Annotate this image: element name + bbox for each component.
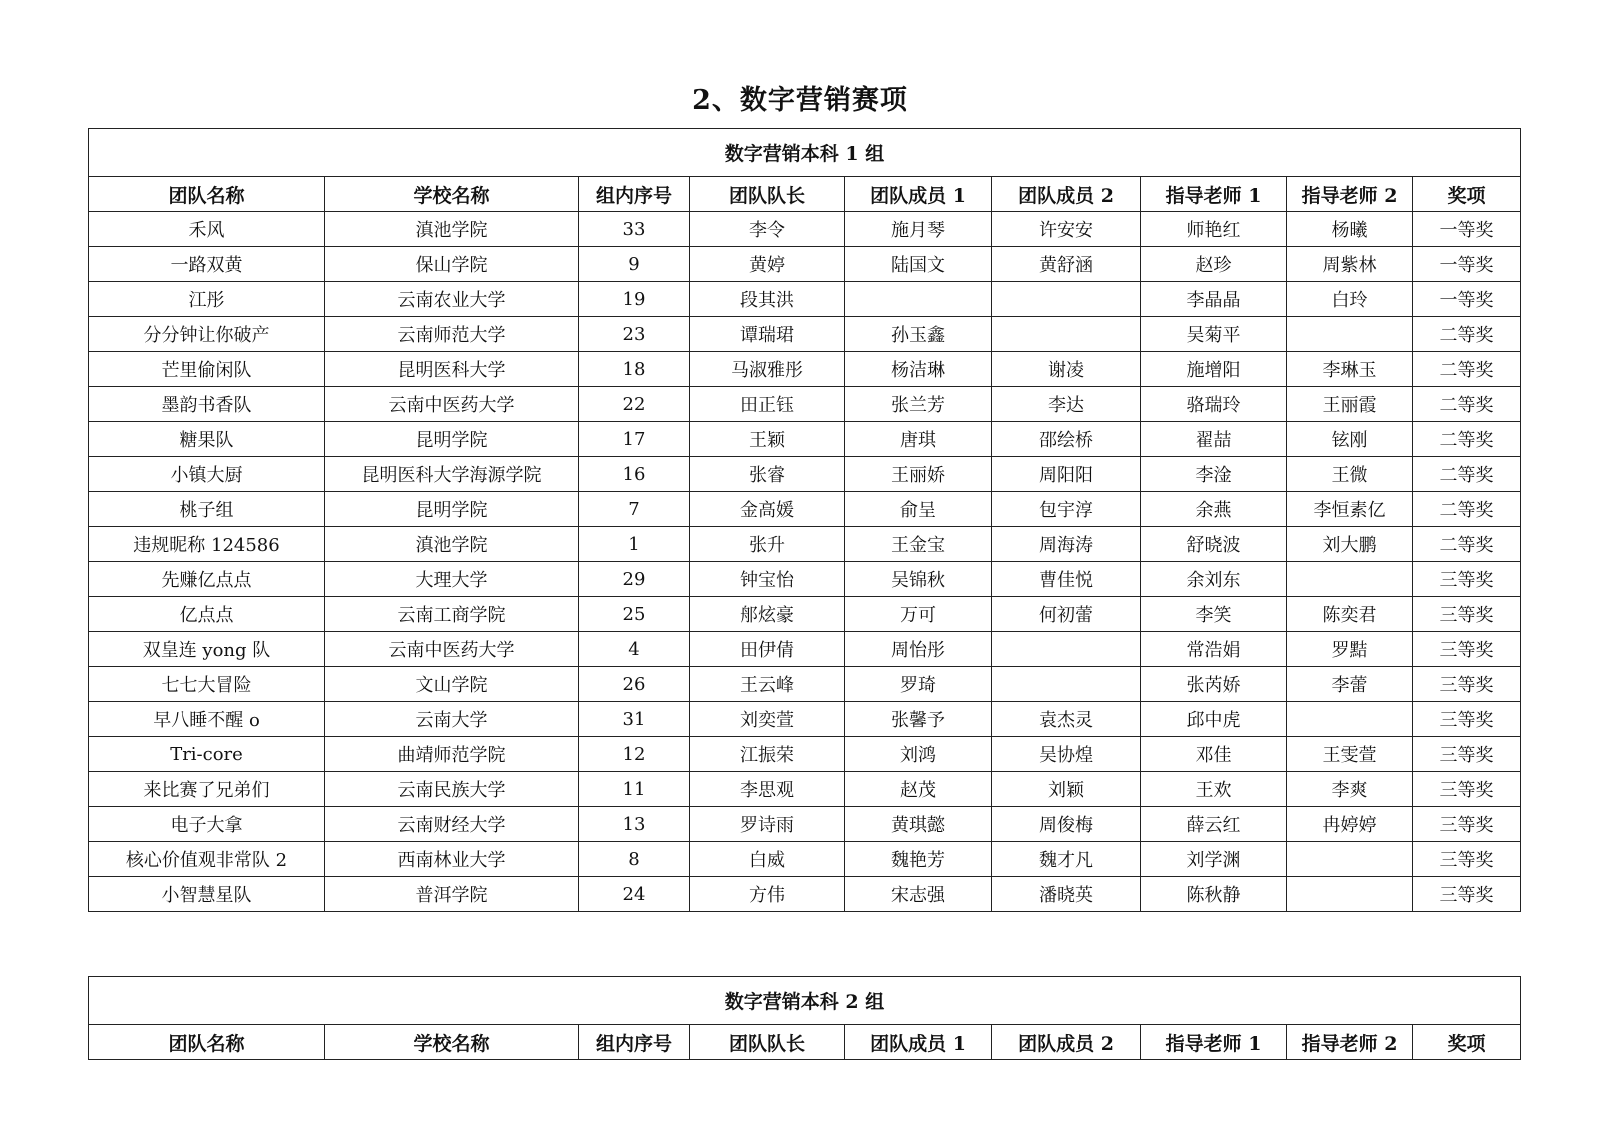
table-cell: 滇池学院 — [325, 527, 579, 562]
table-row — [89, 597, 1521, 632]
table-cell: 舒晓波 — [1141, 527, 1287, 562]
table-cell: 陈奕君 — [1287, 597, 1413, 632]
column-header: 指导老师 1 — [1141, 177, 1287, 212]
table-cell: 赵茂 — [845, 772, 992, 807]
table-cell: 云南大学 — [325, 702, 579, 737]
table-cell: 桃子组 — [89, 492, 325, 527]
table-cell: 罗诗雨 — [690, 807, 845, 842]
table-cell: 16 — [579, 457, 690, 492]
table-row — [89, 842, 1521, 877]
table-cell: 18 — [579, 352, 690, 387]
table-cell: 三等奖 — [1413, 597, 1521, 632]
table-cell: 二等奖 — [1413, 457, 1521, 492]
table-cell: 滇池学院 — [325, 212, 579, 247]
table-cell: 墨韵书香队 — [89, 387, 325, 422]
table-cell: 李恒素亿 — [1287, 492, 1413, 527]
table-cell: 二等奖 — [1413, 422, 1521, 457]
table-cell: 8 — [579, 842, 690, 877]
table-cell: 李晶晶 — [1141, 282, 1287, 317]
table-cell: 大理大学 — [325, 562, 579, 597]
table-cell: 钟宝怡 — [690, 562, 845, 597]
table-cell: 余燕 — [1141, 492, 1287, 527]
table-cell: 江彤 — [89, 282, 325, 317]
table-cell — [845, 282, 992, 317]
table-cell: 24 — [579, 877, 690, 912]
table-cell: 22 — [579, 387, 690, 422]
table-cell: 禾风 — [89, 212, 325, 247]
table-cell: 赵珍 — [1141, 247, 1287, 282]
table-cell: 三等奖 — [1413, 562, 1521, 597]
table-cell — [992, 667, 1141, 702]
table-cell: 二等奖 — [1413, 387, 1521, 422]
table-cell — [992, 632, 1141, 667]
table-cell: 施增阳 — [1141, 352, 1287, 387]
table-cell: 分分钟让你破产 — [89, 317, 325, 352]
table-row — [89, 527, 1521, 562]
table-cell: 云南中医药大学 — [325, 632, 579, 667]
table-cell: 张芮娇 — [1141, 667, 1287, 702]
table-cell: 普洱学院 — [325, 877, 579, 912]
table-cell: 刘鸿 — [845, 737, 992, 772]
table-cell: 邵绘桥 — [992, 422, 1141, 457]
column-header: 团队成员 1 — [845, 177, 992, 212]
table-cell: 潘晓英 — [992, 877, 1141, 912]
table-cell: 三等奖 — [1413, 772, 1521, 807]
table-cell: 亿点点 — [89, 597, 325, 632]
table-cell: 铉刚 — [1287, 422, 1413, 457]
column-header: 团队成员 2 — [992, 1025, 1141, 1060]
table-cell — [992, 317, 1141, 352]
table-cell: 江振荣 — [690, 737, 845, 772]
table-cell: 李令 — [690, 212, 845, 247]
table-cell: 二等奖 — [1413, 492, 1521, 527]
table-cell: 曹佳悦 — [992, 562, 1141, 597]
table-cell: 孙玉鑫 — [845, 317, 992, 352]
table-cell: 宋志强 — [845, 877, 992, 912]
table-cell: 1 — [579, 527, 690, 562]
column-header: 指导老师 1 — [1141, 1025, 1287, 1060]
table-cell: 二等奖 — [1413, 352, 1521, 387]
column-header: 团队成员 1 — [845, 1025, 992, 1060]
table-row — [89, 772, 1521, 807]
table-cell: 张升 — [690, 527, 845, 562]
column-header: 学校名称 — [325, 177, 579, 212]
column-header: 指导老师 2 — [1287, 177, 1413, 212]
table-cell: 郍炫豪 — [690, 597, 845, 632]
table-cell: 施月琴 — [845, 212, 992, 247]
table-cell: 李蕾 — [1287, 667, 1413, 702]
table-cell: 小镇大厨 — [89, 457, 325, 492]
table-cell: 昆明医科大学 — [325, 352, 579, 387]
table-cell: 张兰芳 — [845, 387, 992, 422]
table-cell: 三等奖 — [1413, 737, 1521, 772]
table-cell: 吴协煌 — [992, 737, 1141, 772]
table-cell: 邓佳 — [1141, 737, 1287, 772]
table-row — [89, 632, 1521, 667]
table-cell: 7 — [579, 492, 690, 527]
column-header: 团队名称 — [89, 177, 325, 212]
table-cell: 早八睡不醒 o — [89, 702, 325, 737]
table-cell: 保山学院 — [325, 247, 579, 282]
group-title: 数字营销本科 1 组 — [89, 129, 1521, 177]
table-cell: 云南民族大学 — [325, 772, 579, 807]
table-cell: 二等奖 — [1413, 527, 1521, 562]
table-cell: 田伊倩 — [690, 632, 845, 667]
table-row — [89, 667, 1521, 702]
table-cell: 25 — [579, 597, 690, 632]
column-header: 指导老师 2 — [1287, 1025, 1413, 1060]
table-cell: 方伟 — [690, 877, 845, 912]
table-row — [89, 212, 1521, 247]
table-cell: 二等奖 — [1413, 317, 1521, 352]
table-cell: 曲靖师范学院 — [325, 737, 579, 772]
table-cell: 黄舒涵 — [992, 247, 1141, 282]
table-cell: 王微 — [1287, 457, 1413, 492]
column-header: 团队队长 — [690, 177, 845, 212]
table-cell: 文山学院 — [325, 667, 579, 702]
table-cell: 吴菊平 — [1141, 317, 1287, 352]
table-cell: 杨洁琳 — [845, 352, 992, 387]
table-cell: 糖果队 — [89, 422, 325, 457]
table-header-row — [89, 177, 1521, 212]
table-cell: 三等奖 — [1413, 632, 1521, 667]
column-header: 组内序号 — [579, 177, 690, 212]
table-cell: 双皇连 yong 队 — [89, 632, 325, 667]
table-cell: 电子大拿 — [89, 807, 325, 842]
table-cell: 云南财经大学 — [325, 807, 579, 842]
table-cell: 冉婷婷 — [1287, 807, 1413, 842]
table-cell — [1287, 562, 1413, 597]
table-cell: 李琳玉 — [1287, 352, 1413, 387]
table-cell: 许安安 — [992, 212, 1141, 247]
table-cell: 段其洪 — [690, 282, 845, 317]
table-row — [89, 877, 1521, 912]
table-cell: 12 — [579, 737, 690, 772]
table-header-row — [89, 1025, 1521, 1060]
column-header: 奖项 — [1413, 1025, 1521, 1060]
table-cell: 黄琪懿 — [845, 807, 992, 842]
table-cell: 云南工商学院 — [325, 597, 579, 632]
table-cell: 来比赛了兄弟们 — [89, 772, 325, 807]
table-cell: 一路双黄 — [89, 247, 325, 282]
table-cell: 金高媛 — [690, 492, 845, 527]
table-cell: 三等奖 — [1413, 807, 1521, 842]
table-cell: 三等奖 — [1413, 702, 1521, 737]
table-row — [89, 492, 1521, 527]
table-cell: 马淑雅彤 — [690, 352, 845, 387]
table-row — [89, 702, 1521, 737]
table-cell: 李达 — [992, 387, 1141, 422]
table-cell: 骆瑞玲 — [1141, 387, 1287, 422]
results-table-group-1 — [88, 128, 1521, 912]
table-row — [89, 247, 1521, 282]
table-cell: 黄婷 — [690, 247, 845, 282]
table-cell: 罗琦 — [845, 667, 992, 702]
table-cell: 核心价值观非常队 2 — [89, 842, 325, 877]
table-cell: 陈秋静 — [1141, 877, 1287, 912]
table-cell: 王丽娇 — [845, 457, 992, 492]
table-cell: 王欢 — [1141, 772, 1287, 807]
table-row — [89, 457, 1521, 492]
table-cell: 9 — [579, 247, 690, 282]
table-row — [89, 387, 1521, 422]
table-cell: 33 — [579, 212, 690, 247]
table-cell: 万可 — [845, 597, 992, 632]
table-cell — [992, 282, 1141, 317]
table-cell: 吴锦秋 — [845, 562, 992, 597]
table-cell: 17 — [579, 422, 690, 457]
results-table-group-2 — [88, 976, 1521, 1060]
column-header: 奖项 — [1413, 177, 1521, 212]
table-cell: 昆明学院 — [325, 422, 579, 457]
table-cell: 26 — [579, 667, 690, 702]
table-cell: 云南师范大学 — [325, 317, 579, 352]
table-cell: 袁杰灵 — [992, 702, 1141, 737]
table-cell: 薛云红 — [1141, 807, 1287, 842]
table-cell: 李爽 — [1287, 772, 1413, 807]
table-cell: 刘奕萱 — [690, 702, 845, 737]
page-title: 2、数字营销赛项 — [692, 85, 908, 116]
table-cell: 张馨予 — [845, 702, 992, 737]
table-cell: 余刘东 — [1141, 562, 1287, 597]
table-cell: 13 — [579, 807, 690, 842]
table-cell: 李淦 — [1141, 457, 1287, 492]
table-cell: 李思观 — [690, 772, 845, 807]
table-cell: 陆国文 — [845, 247, 992, 282]
table-cell: 一等奖 — [1413, 212, 1521, 247]
table-cell: 何初蕾 — [992, 597, 1141, 632]
table-cell: 刘学渊 — [1141, 842, 1287, 877]
table-cell: 刘大鹏 — [1287, 527, 1413, 562]
table-cell: 邱中虎 — [1141, 702, 1287, 737]
table-cell: 师艳红 — [1141, 212, 1287, 247]
table-cell — [1287, 877, 1413, 912]
table-row — [89, 352, 1521, 387]
table-cell: 翟喆 — [1141, 422, 1287, 457]
table-cell: 三等奖 — [1413, 877, 1521, 912]
table-cell: 23 — [579, 317, 690, 352]
table-cell: 七七大冒险 — [89, 667, 325, 702]
group-title: 数字营销本科 2 组 — [89, 977, 1521, 1025]
table-cell: 田正钰 — [690, 387, 845, 422]
table-cell: 29 — [579, 562, 690, 597]
table-cell: 一等奖 — [1413, 247, 1521, 282]
table-cell: 西南林业大学 — [325, 842, 579, 877]
table-cell: 19 — [579, 282, 690, 317]
table-cell: 违规昵称 124586 — [89, 527, 325, 562]
table-cell: 31 — [579, 702, 690, 737]
column-header: 组内序号 — [579, 1025, 690, 1060]
table-cell: 周阳阳 — [992, 457, 1141, 492]
table-cell: 云南农业大学 — [325, 282, 579, 317]
table-cell: 三等奖 — [1413, 667, 1521, 702]
table-row — [89, 737, 1521, 772]
table-cell: 芒里偷闲队 — [89, 352, 325, 387]
table-row — [89, 282, 1521, 317]
table-cell: 张睿 — [690, 457, 845, 492]
table-cell: 云南中医药大学 — [325, 387, 579, 422]
table-cell: 王丽霞 — [1287, 387, 1413, 422]
table-cell: 杨曦 — [1287, 212, 1413, 247]
table-cell: Tri-core — [89, 737, 325, 772]
table-cell: 昆明医科大学海源学院 — [325, 457, 579, 492]
table-cell — [1287, 702, 1413, 737]
table-row — [89, 422, 1521, 457]
table-cell: 常浩娟 — [1141, 632, 1287, 667]
table-cell — [1287, 842, 1413, 877]
table-cell: 刘颖 — [992, 772, 1141, 807]
table-cell: 周海涛 — [992, 527, 1141, 562]
table-cell: 魏艳芳 — [845, 842, 992, 877]
table-cell: 昆明学院 — [325, 492, 579, 527]
table-cell: 王云峰 — [690, 667, 845, 702]
table-row — [89, 562, 1521, 597]
column-header: 团队成员 2 — [992, 177, 1141, 212]
column-header: 团队队长 — [690, 1025, 845, 1060]
table-row — [89, 317, 1521, 352]
table-cell: 谢凌 — [992, 352, 1141, 387]
table-cell: 王颖 — [690, 422, 845, 457]
table-row — [89, 807, 1521, 842]
table-cell: 11 — [579, 772, 690, 807]
table-cell: 王雯萱 — [1287, 737, 1413, 772]
table-cell: 王金宝 — [845, 527, 992, 562]
table-cell: 三等奖 — [1413, 842, 1521, 877]
table-cell: 罗黠 — [1287, 632, 1413, 667]
table-cell: 李笑 — [1141, 597, 1287, 632]
table-cell: 周怡彤 — [845, 632, 992, 667]
table-cell: 先赚亿点点 — [89, 562, 325, 597]
table-cell: 白威 — [690, 842, 845, 877]
table-cell: 包宇淳 — [992, 492, 1141, 527]
table-cell: 谭瑞珺 — [690, 317, 845, 352]
table-cell: 4 — [579, 632, 690, 667]
table-cell: 白玲 — [1287, 282, 1413, 317]
table-cell: 魏才凡 — [992, 842, 1141, 877]
table-cell: 唐琪 — [845, 422, 992, 457]
table-cell: 俞呈 — [845, 492, 992, 527]
table-cell — [1287, 317, 1413, 352]
table-cell: 周紫林 — [1287, 247, 1413, 282]
column-header: 学校名称 — [325, 1025, 579, 1060]
table-cell: 周俊梅 — [992, 807, 1141, 842]
table-cell: 小智慧星队 — [89, 877, 325, 912]
table-cell: 一等奖 — [1413, 282, 1521, 317]
column-header: 团队名称 — [89, 1025, 325, 1060]
